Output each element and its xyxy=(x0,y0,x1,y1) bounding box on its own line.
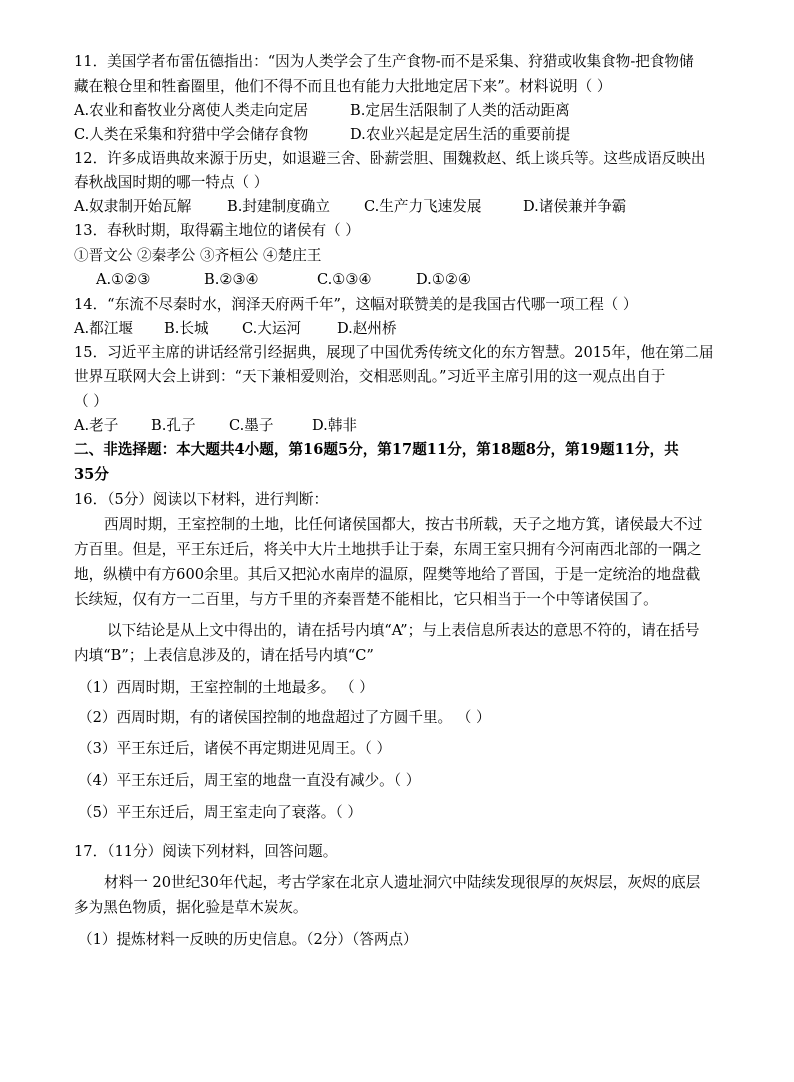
q15-stem-line2: 世界互联网大会上讲到：“天下兼相爱则治，交相恶则乱。”习近平主席引用的这一观点出自于 xyxy=(74,368,666,385)
q12-options-row xyxy=(74,198,627,216)
q14-options-row xyxy=(74,320,397,338)
q15-option-d: D.韩非 xyxy=(312,417,358,434)
q16-statement-3: （3）平王东迁后，诸侯不再定期进见周王。（ ） xyxy=(78,740,392,757)
q12-stem-line2: 春秋战国时期的哪一特点（ ） xyxy=(74,174,269,191)
q16-material-line1: 西周时期，王室控制的土地，比任何诸侯国都大，按古书所载，天子之地方箕，诸侯最大不过 xyxy=(104,516,703,533)
q12-option-a: A.奴隶制开始瓦解 xyxy=(74,198,192,215)
q12-option-d: D.诸侯兼并争霸 xyxy=(523,198,627,215)
q16-statement-4: （4）平王东迁后，周王室的地盘一直没有减少。（ ） xyxy=(78,772,421,789)
q11-stem-line1: 11．美国学者布雷伍德指出：“因为人类学会了生产食物-而不是采集、狩猎或收集食物-把食物储 xyxy=(74,53,694,70)
q16-material-line2: 方百里。但是，平王东迁后，将关中大片土地拱手让于秦，东周王室只拥有今河南西北部的一隅之 xyxy=(74,541,702,558)
q13-option-d: D.①②④ xyxy=(416,271,472,288)
q15-option-b: B.孔子 xyxy=(151,417,196,434)
q16-statement-5: （5）平王东迁后，周王室走向了衰落。（ ） xyxy=(78,804,362,821)
section2-heading-line1: 二、非选择题：本大题共4小题，第16题5分，第17题11分，第18题8分，第19题11分，共 xyxy=(74,441,679,458)
q15-option-a: A.老子 xyxy=(74,417,119,434)
q14-option-b: B.长城 xyxy=(164,320,209,337)
q15-option-c: C.墨子 xyxy=(229,417,274,434)
q11-option-a: A.农业和畜牧业分离使人类走向定居 xyxy=(74,102,309,119)
q14-stem: 14．“东流不尽秦时水，润泽天府两千年”，这幅对联赞美的是我国古代哪一项工程（ ） xyxy=(74,296,638,313)
q17-material-line2: 多为黑色物质，据化验是草木炭灰。 xyxy=(74,899,308,916)
q14-option-d: D.赵州桥 xyxy=(337,320,397,337)
q15-options-row xyxy=(74,417,358,435)
q16-statement-1: （1）西周时期，王室控制的土地最多。 （ ） xyxy=(78,679,374,696)
q11-options-row2 xyxy=(74,126,571,144)
q17-question-1: （1）提炼材料一反映的历史信息。（2分）（答两点） xyxy=(78,931,418,948)
q16-statement-2: （2）西周时期，有的诸侯国控制的地盘超过了方圆千里。 （ ） xyxy=(78,709,491,726)
q13-stem: 13．春秋时期，取得霸主地位的诸侯有（ ） xyxy=(74,222,360,239)
q17-material-line1: 材料一 20世纪30年代起，考古学家在北京人遗址洞穴中陆续发现很厚的灰烬层，灰烬的底层 xyxy=(104,874,701,891)
q16-material-line3: 地，纵横中有方600余里。其后又把沁水南岸的温原，陧樊等地给了晋国，于是一定统治的地盘截 xyxy=(74,566,701,583)
q12-option-b: B.封建制度确立 xyxy=(227,198,330,215)
q13-option-b: B.②③④ xyxy=(204,271,259,288)
q16-instruction-line1: 以下结论是从上文中得出的，请在括号内填“A”；与上表信息所表达的意思不符的，请在括号 xyxy=(107,622,700,639)
q15-stem-line1: 15．习近平主席的讲话经常引经据典，展现了中国优秀传统文化的东方智慧。2015年，他在第二届 xyxy=(74,344,714,361)
q13-options-row xyxy=(96,271,472,289)
q12-option-c: C.生产力飞速发展 xyxy=(364,198,482,215)
q16-stem: 16．（5分）阅读以下材料，进行判断： xyxy=(74,491,329,508)
q15-stem-line3: （ ） xyxy=(74,393,108,410)
q11-option-c: C.人类在采集和狩猎中学会储存食物 xyxy=(74,126,309,143)
q11-option-d: D.农业兴起是定居生活的重要前提 xyxy=(350,126,571,143)
q11-options-row1 xyxy=(74,102,570,120)
q16-material-line4: 长续短，仅有方一二百里，与方千里的齐秦晋楚不能相比，它只相当于一个中等诸侯国了。 xyxy=(74,591,658,608)
q17-stem: 17．（11分）阅读下列材料，回答问题。 xyxy=(74,843,338,860)
q11-option-b: B.定居生活限制了人类的活动距离 xyxy=(350,102,570,119)
q12-stem-line1: 12．许多成语典故来源于历史，如退避三舍、卧薪尝胆、围魏救赵、纸上谈兵等。这些成语反映出 xyxy=(74,150,706,167)
q16-instruction-line2: 内填“B”；上表信息涉及的，请在括号内填“C” xyxy=(74,647,374,664)
q11-stem-line2: 藏在粮仓里和牲畜圈里，他们不得不而且也有能力大批地定居下来”。材料说明（ ） xyxy=(74,78,612,95)
q13-items: ①晋文公 ②秦孝公 ③齐桓公 ④楚庄王 xyxy=(74,247,322,264)
q13-option-c: C.①③④ xyxy=(317,271,372,288)
section2-heading-line2: 35分 xyxy=(74,466,109,483)
q13-option-a: A.①②③ xyxy=(96,271,151,288)
q14-option-c: C.大运河 xyxy=(242,320,302,337)
q14-option-a: A.都江堰 xyxy=(74,320,133,337)
